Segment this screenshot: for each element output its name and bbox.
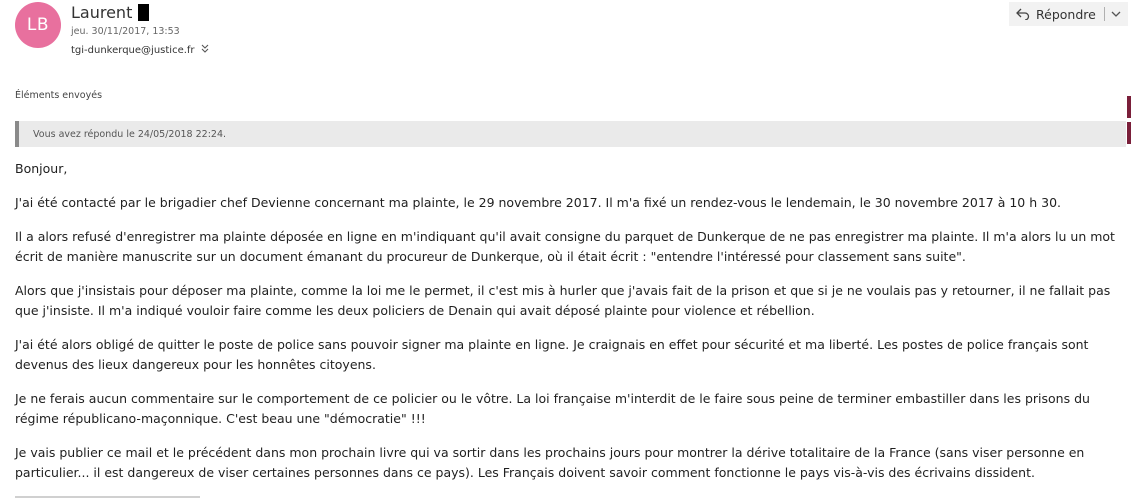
side-marker [1127,122,1131,144]
reply-options-dropdown[interactable] [1105,2,1127,26]
reply-arrow-icon [1016,8,1030,20]
reply-button-group [1009,2,1128,26]
avatar-initials: LB [26,15,50,35]
body-paragraph: J'ai été contacté par le brigadier chef Devienne concernant ma plainte, le 29 novembre 2017. Il m'a fixé un rendez-vous le lendemain, le 30 novembre 2017 à 10 h 30. [15,195,1062,210]
body-paragraph: Bonjour, [15,161,68,176]
sender-name[interactable] [71,3,149,22]
body-paragraph: Il a alors refusé d'enregistrer ma plainte déposée en ligne en m'indiquant qu'il avait consigne du parquet de Dunkerque de ne pas enregistrer ma plainte. Il m'a alors lu un mot écrit de manière manuscrite sur un document émanant du procureur de Dunkerque, où il était écrit : "entendre l'intéressé pour classement sans suite". [15,229,1115,264]
redaction-block [138,4,149,21]
chevron-down-icon [1111,11,1121,18]
replied-info-bar [15,121,1126,147]
avatar [15,2,61,48]
sent-date: jeu. 30/11/2017, 13:53 [71,26,180,37]
body-paragraph: Alors que j'insistais pour déposer ma plainte, comme la loi me le permet, il c'est mis à hurler que j'avais fait de la prison et que si je ne voulais pas y retourner, il ne fallait pas que j'insiste. Il m'a indiqué vouloir faire comme les deux policiers de Denain qui avait déposé plainte pour violence et rébellion. [15,283,1111,318]
body-paragraph: Je vais publier ce mail et le précédent dans mon prochain livre qui va sortir dans les prochains jours pour montrer la dérive totalitaire de la France (sans viser personne en particulier... il est dangereux de viser certaines personnes dans ce pays). Les Français doivent savoir comment fonctionne le pays vis-à-vis des écrivains dissident. [15,445,1085,480]
sender-name-text: Laurent [71,3,133,22]
reply-button[interactable] [1009,2,1104,26]
message-body [15,159,1127,497]
replied-info-text: Vous avez répondu le 24/05/2018 22:24. [33,128,227,140]
body-paragraph: Je ne ferais aucun commentaire sur le comportement de ce policier ou le vôtre. La loi française m'interdit de le faire sous peine de terminer embastiller dans les prisons du régime républicano-maçonnique. C'est beau une "démocratie" !!! [15,391,1090,426]
folder-label: Éléments envoyés [15,90,103,101]
body-paragraph: J'ai été alors obligé de quitter le poste de police sans pouvoir signer ma plainte en ligne. Je craignais en effet pour sécurité et ma liberté. Les postes de police français sont devenus des lieux dangereux pour les honnêtes citoyens. [15,337,1089,372]
recipient-address: tgi-dunkerque@justice.fr [71,44,195,56]
chevron-double-down-icon[interactable] [201,44,209,56]
side-marker [1127,96,1131,118]
recipient-line[interactable] [71,44,209,56]
reply-label: Répondre [1036,6,1096,22]
